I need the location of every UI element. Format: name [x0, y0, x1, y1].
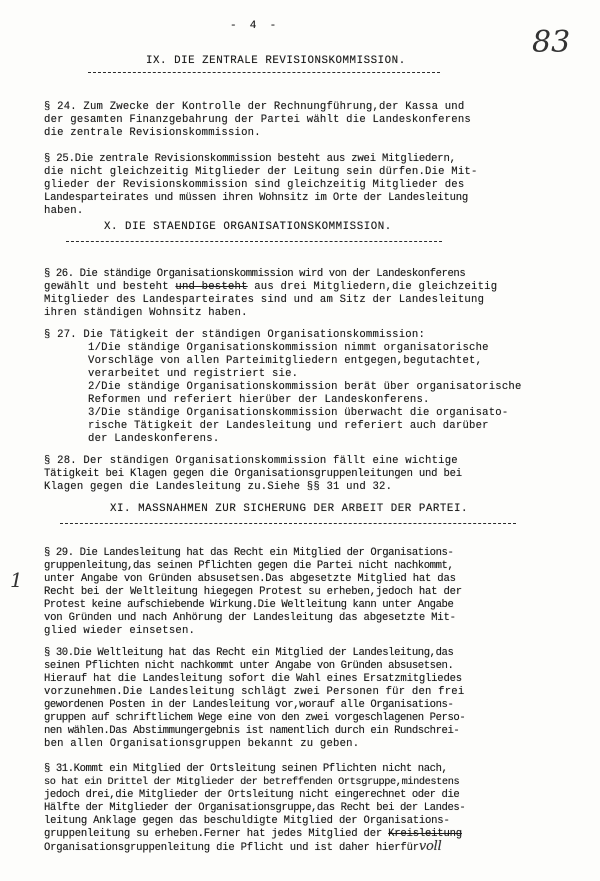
section-ix-rule	[88, 72, 440, 73]
p30-line: vorzunehmen.Die Landesleitung schlägt zwei Personen für den frei	[44, 686, 465, 698]
p31-line: Hälfte der Mitglieder der Organisationsgruppe,das Recht bei der Landes-	[44, 802, 466, 814]
p25-line: Landesparteirates und müssen ihren Wohnsitz im Orte der Landesleitung	[44, 192, 469, 204]
p25-line: die nicht gleichzeitig Mitglieder der Leitung sein dürfen.Die Mit-	[44, 166, 478, 178]
p27-line: rische Tätigkeit der Landesleitung und referiert auch darüber	[88, 420, 489, 432]
p31-text-a: Organisationsgruppenleitung die Pflicht und ist daher hierfür	[44, 842, 419, 854]
p26-line-2	[44, 281, 497, 293]
p31-line: § 31.Kommt ein Mitglied der Ortsleitung seinen Pflichten nicht nach,	[44, 763, 448, 775]
p24-line: der gesamten Finanzgebahrung der Partei wählt die Landeskonferens	[44, 114, 472, 126]
p26-text-c: aus drei Mitgliedern,die gleichzeitig	[247, 281, 498, 293]
p31-line-7	[44, 841, 442, 854]
section-ix-heading: IX. DIE ZENTRALE REVISIONSKOMMISSION.	[146, 55, 406, 67]
p31-line-6	[44, 828, 462, 840]
p31-line: leitung Anklage gegen das beschuldigte Mitglied der Organisations-	[44, 815, 450, 827]
p30-line: Hierauf hat die Landesleitung sofort die Wahl eines Ersatzmitgliedes	[44, 673, 462, 685]
p31-text-a: gruppenleitung su erheben.Ferner hat jedes Mitglied der	[44, 828, 389, 840]
p30-line: nen wählen.Das Abstimmungergebnis ist namentlich durch ein Rundschrei-	[44, 725, 460, 737]
section-xi-rule	[60, 523, 516, 524]
margin-note: 1	[10, 568, 23, 592]
p27-line: Reformen und referiert hierüber der Landeskonferens.	[88, 394, 430, 406]
p27-line: der Landeskonferens.	[88, 433, 220, 445]
p29-line: Protest keine aufschiebende Wirkung.Die Weltleitung kann unter Angabe	[44, 599, 454, 611]
p26-line: ihren ständigen Wohnsitz haben.	[44, 307, 248, 319]
p25-line: § 25.Die zentrale Revisionskommission besteht aus zwei Mitgliedern,	[44, 153, 456, 165]
page-number: - 4 -	[230, 20, 280, 32]
p29-line: gruppenleitung,das seinen Pflichten gegen die Partei nicht nachkommt,	[44, 560, 454, 572]
p30-line: ben allen Organisationsgruppen bekannt zu geben.	[44, 738, 360, 750]
p30-line: gruppen auf schriftlichem Wege eine von den zwei vorgeschlagenen Perso-	[44, 712, 466, 724]
p27-line: Vorschläge von allen Parteimitgliedern entgegen,begutachtet,	[88, 355, 483, 367]
struck-text: Kreisleitung	[388, 828, 462, 840]
p29-line: glied wieder einsetsen.	[44, 625, 196, 637]
p30-line: § 30.Die Weltleitung hat das Recht ein Mitglied der Landesleitung,das	[44, 647, 454, 659]
p28-line: Tätigkeit bei Klagen gegen die Organisationsgruppenleitungen und bei	[44, 468, 462, 480]
p27-line: verarbeitet und registriert sie.	[88, 368, 299, 380]
p25-line: glieder der Revisionskommission sind gleichzeitig Mitglieder des	[44, 179, 465, 191]
section-x-rule	[66, 241, 442, 242]
p27-line: 1/Die ständige Organisationskommission nimmt organisatorische	[88, 342, 489, 354]
p24-line: § 24. Zum Zwecke der Kontrolle der Rechnungführung,der Kassa und	[44, 101, 465, 113]
p31-line: so hat ein Drittel der Mitglieder der betreffenden Ortsgruppe,mindestens	[44, 776, 460, 788]
p27-line: 3/Die ständige Organisationskommission überwacht die organisato-	[88, 407, 509, 419]
p31-line: jedoch drei,die Mitglieder der Ortsleitung nicht eingerechnet oder die	[44, 789, 460, 801]
p26-text-a: gewählt und besteht	[44, 281, 176, 293]
section-x-heading: X. DIE STAENDIGE ORGANISATIONSKOMMISSION.	[104, 221, 392, 233]
struck-text: und besteht	[175, 281, 248, 293]
p29-line: § 29. Die Landesleitung hat das Recht ein Mitglied der Organisations-	[44, 547, 454, 559]
p28-line: Klagen gegen die Landesleitung zu.Siehe §§ 31 und 32.	[44, 481, 393, 493]
p30-line: gewordenen Posten in der Landesleitung vor,worauf alle Organisations-	[44, 699, 454, 711]
p29-line: Recht bei der Weltleitung hiegegen Protest su erheben,jedoch hat der	[44, 586, 462, 598]
p29-line: von Gründen und nach Anhörung der Landesleitung das abgesetzte Mit-	[44, 612, 456, 624]
p25-line: haben.	[44, 205, 84, 217]
folio-number: 83	[532, 25, 571, 60]
p26-line: Mitglieder des Landesparteirates sind und am Sitz der Landesleitung	[44, 294, 485, 306]
p29-line: unter Angabe von Gründen absusetsen.Das abgesetzte Mitglied hat das	[44, 573, 456, 585]
handwritten-word: voll	[418, 839, 442, 854]
p24-line: die zentrale Revisionskommission.	[44, 127, 261, 139]
p30-line: seinen Pflichten nicht nachkommt unter Angabe von Gründen absusetsen.	[44, 660, 454, 672]
p28-line: § 28. Der ständigen Organisationskommission fällt eine wichtige	[44, 455, 458, 467]
p26-line: § 26. Die ständige Organisationskommission wird von der Landeskonferens	[44, 268, 466, 280]
p27-line: 2/Die ständige Organisationskommission berät über organisatorische	[88, 381, 522, 393]
section-xi-heading: XI. MASSNAHMEN ZUR SICHERUNG DER ARBEIT DER PARTEI.	[110, 503, 468, 515]
p27-line: § 27. Die Tätigkeit der ständigen Organisationskommission:	[44, 329, 426, 341]
